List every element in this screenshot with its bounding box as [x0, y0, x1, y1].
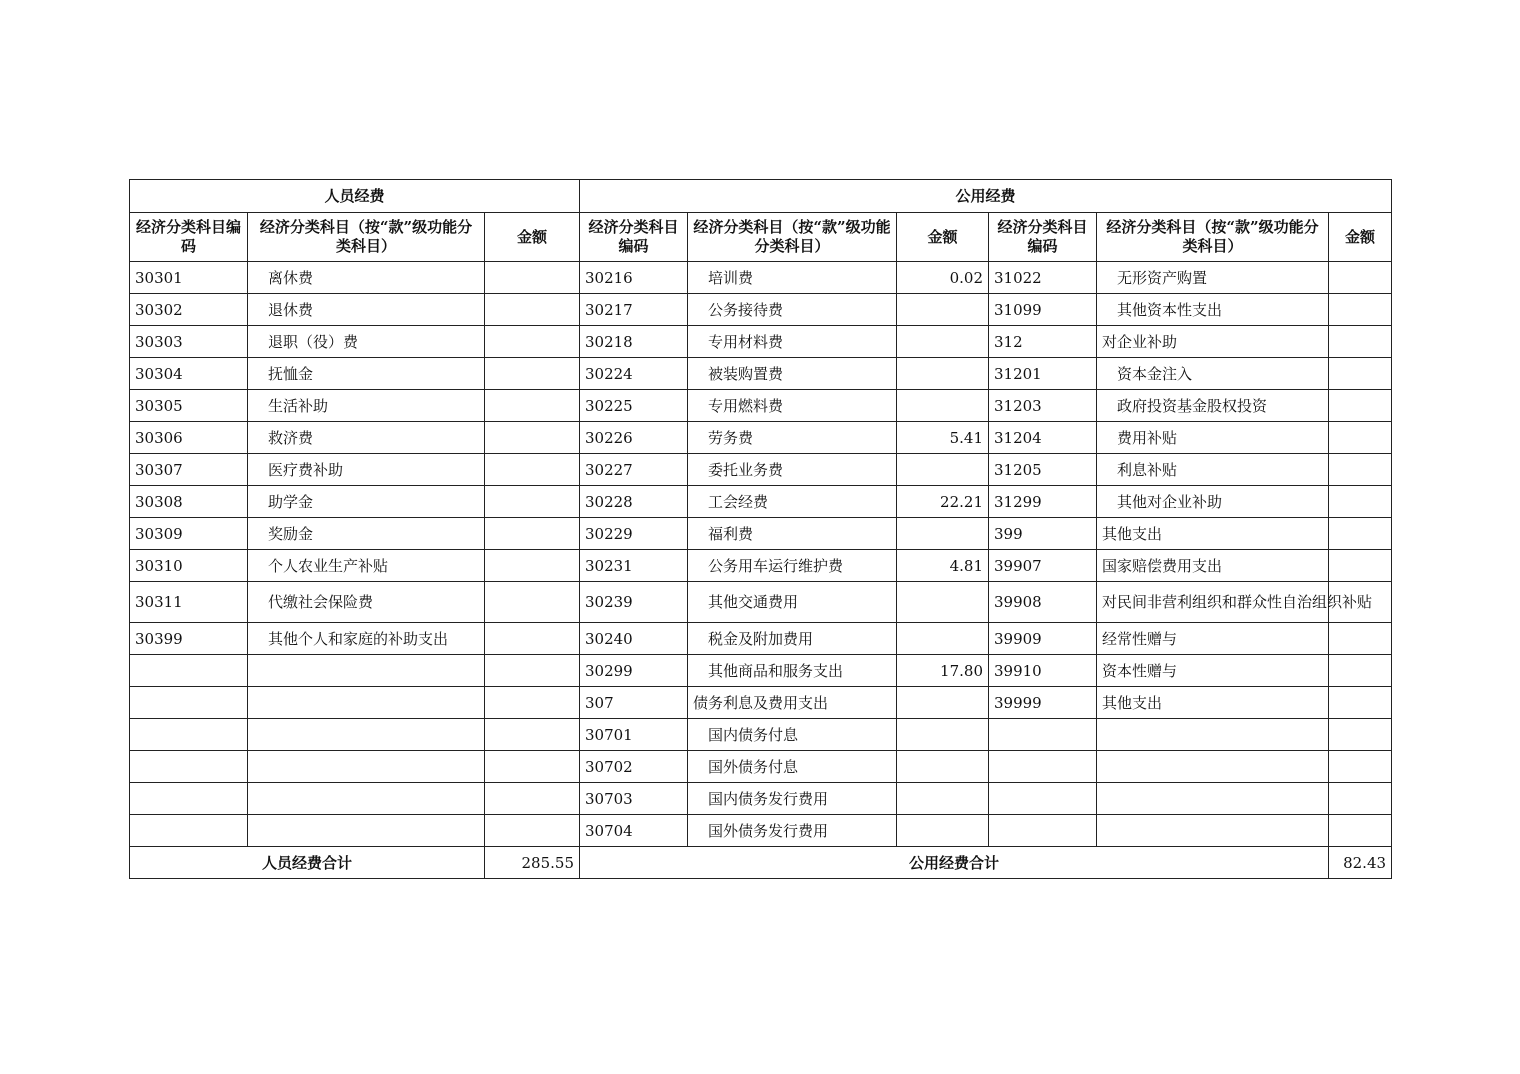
table-row: [130, 550, 1392, 582]
table-row: [130, 687, 1392, 719]
amount-cell-2: 0.02: [897, 262, 989, 294]
amount-cell-1: [485, 687, 580, 719]
name-text: 费用补贴: [1117, 428, 1178, 447]
amount-cell-2: [897, 454, 989, 486]
code-cell-2: 30299: [580, 655, 688, 687]
name-text: 税金及附加费用: [708, 629, 814, 648]
name-cell-3: [1097, 687, 1329, 719]
amount-cell-1: [485, 390, 580, 422]
personnel-total-label: 人员经费合计: [130, 847, 485, 879]
name-cell-2: [688, 422, 897, 454]
name-cell-2: [688, 783, 897, 815]
name-cell-3: [1097, 358, 1329, 390]
name-cell-1: [248, 815, 485, 847]
expenditure-table: [129, 179, 1392, 879]
code-cell-2: 30704: [580, 815, 688, 847]
name-cell-1: [248, 294, 485, 326]
name-cell-3: [1097, 550, 1329, 582]
amount-cell-1: [485, 422, 580, 454]
name-text: 国内债务付息: [708, 725, 799, 744]
amount-cell-1: [485, 294, 580, 326]
amount-cell-1: [485, 326, 580, 358]
code-header-3: 经济分类科目编码: [989, 213, 1097, 262]
name-cell-3: [1097, 815, 1329, 847]
name-cell-1: [248, 358, 485, 390]
personnel-group-header: 人员经费: [130, 180, 580, 213]
name-header-3: 经济分类科目（按“款”级功能分类科目）: [1097, 213, 1329, 262]
code-cell-1: 30306: [130, 422, 248, 454]
amount-header-1: 金额: [485, 213, 580, 262]
name-text: 资本金注入: [1117, 364, 1193, 383]
name-cell-3: [1097, 518, 1329, 550]
name-cell-2: [688, 655, 897, 687]
code-cell-2: 30224: [580, 358, 688, 390]
name-text: [1102, 790, 1117, 808]
amount-header-2: 金额: [897, 213, 989, 262]
amount-cell-1: [485, 486, 580, 518]
name-cell-2: [688, 262, 897, 294]
code-cell-3: 39999: [989, 687, 1097, 719]
name-cell-1: [248, 422, 485, 454]
name-text: 委托业务费: [708, 460, 784, 479]
name-cell-3: [1097, 262, 1329, 294]
table-row: [130, 783, 1392, 815]
name-cell-1: [248, 719, 485, 751]
amount-cell-3: [1329, 550, 1392, 582]
amount-cell-1: [485, 719, 580, 751]
name-cell-2: [688, 486, 897, 518]
amount-cell-2: [897, 518, 989, 550]
name-cell-2: [688, 390, 897, 422]
personnel-total-amount: 285.55: [485, 847, 580, 879]
code-cell-2: 30216: [580, 262, 688, 294]
name-cell-1: [248, 326, 485, 358]
name-text: 退休费: [268, 300, 314, 319]
name-cell-2: [688, 815, 897, 847]
code-cell-3: 399: [989, 518, 1097, 550]
table-row: [130, 358, 1392, 390]
name-cell-1: [248, 550, 485, 582]
amount-cell-1: [485, 262, 580, 294]
code-cell-1: [130, 719, 248, 751]
amount-cell-1: [485, 582, 580, 623]
code-cell-1: [130, 783, 248, 815]
name-cell-2: [688, 294, 897, 326]
amount-cell-3: [1329, 390, 1392, 422]
code-cell-2: 30703: [580, 783, 688, 815]
name-cell-1: [248, 687, 485, 719]
amount-cell-1: [485, 623, 580, 655]
name-text: 公务接待费: [708, 300, 784, 319]
table-row: [130, 582, 1392, 623]
amount-cell-1: [485, 655, 580, 687]
name-cell-2: [688, 687, 897, 719]
code-cell-3: 39908: [989, 582, 1097, 623]
name-cell-1: [248, 262, 485, 294]
amount-cell-1: [485, 454, 580, 486]
table-row: [130, 751, 1392, 783]
code-cell-2: 30228: [580, 486, 688, 518]
name-cell-3: [1097, 655, 1329, 687]
name-header-2: 经济分类科目（按“款”级功能分类科目）: [688, 213, 897, 262]
name-text: [1102, 822, 1117, 840]
name-text: 其他支出: [1102, 524, 1163, 543]
amount-cell-1: [485, 815, 580, 847]
name-text: 其他支出: [1102, 693, 1163, 712]
code-cell-1: 30308: [130, 486, 248, 518]
amount-cell-2: 5.41: [897, 422, 989, 454]
name-text: 国外债务付息: [708, 757, 799, 776]
code-cell-1: 30303: [130, 326, 248, 358]
table-row: [130, 655, 1392, 687]
amount-cell-2: [897, 582, 989, 623]
amount-cell-3: [1329, 783, 1392, 815]
code-cell-3: 31022: [989, 262, 1097, 294]
name-text: 救济费: [268, 428, 314, 447]
name-cell-2: [688, 582, 897, 623]
name-text: [253, 726, 268, 744]
table-row: [130, 422, 1392, 454]
name-cell-3: [1097, 751, 1329, 783]
amount-cell-1: [485, 783, 580, 815]
name-cell-1: [248, 655, 485, 687]
amount-cell-2: 17.80: [897, 655, 989, 687]
name-text: 其他对企业补助: [1117, 492, 1223, 511]
amount-cell-2: [897, 358, 989, 390]
code-cell-3: 31203: [989, 390, 1097, 422]
code-cell-1: 30304: [130, 358, 248, 390]
code-cell-1: [130, 687, 248, 719]
code-cell-1: [130, 815, 248, 847]
name-cell-3: [1097, 719, 1329, 751]
amount-cell-2: [897, 294, 989, 326]
code-cell-3: [989, 751, 1097, 783]
name-text: 国外债务发行费用: [708, 821, 829, 840]
table-row: [130, 294, 1392, 326]
amount-cell-3: [1329, 655, 1392, 687]
name-text: 个人农业生产补贴: [268, 556, 389, 575]
name-text: 国内债务发行费用: [708, 789, 829, 808]
name-text: 国家赔偿费用支出: [1102, 556, 1223, 575]
amount-cell-2: [897, 751, 989, 783]
amount-cell-1: [485, 550, 580, 582]
public-total-label: 公用经费合计: [580, 847, 1329, 879]
code-cell-1: 30310: [130, 550, 248, 582]
name-text: 债务利息及费用支出: [693, 693, 829, 712]
code-cell-3: 312: [989, 326, 1097, 358]
name-cell-1: [248, 582, 485, 623]
table-row: [130, 623, 1392, 655]
name-text: [253, 822, 268, 840]
name-cell-2: [688, 550, 897, 582]
name-text: 经常性赠与: [1102, 629, 1178, 648]
code-cell-2: 30702: [580, 751, 688, 783]
name-text: 医疗费补助: [268, 460, 344, 479]
name-cell-2: [688, 751, 897, 783]
name-text: 代缴社会保险费: [268, 593, 374, 611]
name-text: [253, 662, 268, 680]
code-cell-1: 30399: [130, 623, 248, 655]
name-text: 专用燃料费: [708, 396, 784, 415]
code-cell-2: 30239: [580, 582, 688, 623]
code-cell-1: 30301: [130, 262, 248, 294]
code-cell-3: [989, 815, 1097, 847]
code-cell-2: 307: [580, 687, 688, 719]
code-header-1: 经济分类科目编码: [130, 213, 248, 262]
name-cell-3: [1097, 294, 1329, 326]
table-row: [130, 815, 1392, 847]
name-text: 培训费: [708, 268, 754, 287]
amount-cell-3: [1329, 687, 1392, 719]
name-text: 离休费: [268, 268, 314, 287]
amount-cell-1: [485, 518, 580, 550]
code-cell-3: 31099: [989, 294, 1097, 326]
name-text: 其他商品和服务支出: [708, 661, 844, 680]
name-text: 专用材料费: [708, 332, 784, 351]
name-cell-3: [1097, 326, 1329, 358]
code-cell-2: 30229: [580, 518, 688, 550]
name-text: [1102, 758, 1117, 776]
name-cell-1: [248, 390, 485, 422]
total-row: [130, 847, 1392, 879]
code-cell-1: 30302: [130, 294, 248, 326]
name-cell-3: [1097, 422, 1329, 454]
amount-cell-3: [1329, 719, 1392, 751]
budget-page: [129, 179, 1392, 879]
name-cell-2: [688, 623, 897, 655]
name-text: 其他资本性支出: [1117, 300, 1223, 319]
code-cell-1: [130, 751, 248, 783]
amount-cell-2: [897, 815, 989, 847]
amount-cell-3: [1329, 454, 1392, 486]
name-text: 利息补贴: [1117, 460, 1178, 479]
column-header-row: [130, 213, 1392, 262]
code-cell-2: 30227: [580, 454, 688, 486]
group-header-row: [130, 180, 1392, 213]
table-row: [130, 262, 1392, 294]
code-cell-3: [989, 783, 1097, 815]
code-cell-3: 31204: [989, 422, 1097, 454]
code-cell-3: [989, 719, 1097, 751]
table-row: [130, 518, 1392, 550]
name-text: 无形资产购置: [1117, 268, 1208, 287]
table-row: [130, 719, 1392, 751]
name-text: 其他个人和家庭的补助支出: [268, 629, 449, 648]
table-row: [130, 454, 1392, 486]
code-cell-3: 39907: [989, 550, 1097, 582]
table-row: [130, 486, 1392, 518]
name-cell-3: [1097, 623, 1329, 655]
code-cell-1: 30311: [130, 582, 248, 623]
name-text: 政府投资基金股权投资: [1117, 396, 1268, 415]
amount-cell-1: [485, 358, 580, 390]
name-text: 工会经费: [708, 492, 769, 511]
amount-cell-3: [1329, 486, 1392, 518]
name-text: 生活补助: [268, 396, 329, 415]
code-cell-2: 30226: [580, 422, 688, 454]
name-text: 奖励金: [268, 524, 314, 543]
name-cell-3: [1097, 486, 1329, 518]
name-text: 退职（役）费: [268, 332, 359, 351]
code-cell-1: [130, 655, 248, 687]
code-cell-2: 30231: [580, 550, 688, 582]
code-cell-3: 31205: [989, 454, 1097, 486]
amount-cell-2: [897, 719, 989, 751]
amount-cell-2: [897, 623, 989, 655]
code-cell-3: 31299: [989, 486, 1097, 518]
amount-cell-3: [1329, 518, 1392, 550]
name-text: [1102, 726, 1117, 744]
code-cell-2: 30240: [580, 623, 688, 655]
amount-cell-3: [1329, 623, 1392, 655]
amount-cell-3: [1329, 815, 1392, 847]
name-cell-1: [248, 751, 485, 783]
code-cell-2: 30218: [580, 326, 688, 358]
code-cell-1: 30309: [130, 518, 248, 550]
table-row: [130, 390, 1392, 422]
name-text: [253, 790, 268, 808]
amount-cell-2: [897, 783, 989, 815]
amount-cell-3: [1329, 262, 1392, 294]
name-text: 对民间非营利组织和群众性自治组织补贴: [1102, 593, 1373, 611]
code-cell-1: 30307: [130, 454, 248, 486]
name-text: [253, 758, 268, 776]
amount-cell-2: [897, 390, 989, 422]
amount-cell-2: 22.21: [897, 486, 989, 518]
name-cell-1: [248, 454, 485, 486]
name-cell-1: [248, 518, 485, 550]
amount-cell-3: [1329, 358, 1392, 390]
name-text: 公务用车运行维护费: [708, 556, 844, 575]
name-text: 助学金: [268, 492, 314, 511]
amount-cell-3: [1329, 326, 1392, 358]
amount-cell-3: [1329, 294, 1392, 326]
name-cell-2: [688, 326, 897, 358]
name-text: 抚恤金: [268, 364, 314, 383]
name-cell-2: [688, 518, 897, 550]
name-cell-3: [1097, 582, 1373, 623]
name-header-1: 经济分类科目（按“款”级功能分类科目）: [248, 213, 485, 262]
public-total-amount: 82.43: [1329, 847, 1392, 879]
name-cell-3: [1097, 454, 1329, 486]
amount-cell-3: [1329, 751, 1392, 783]
code-cell-3: 39909: [989, 623, 1097, 655]
name-cell-2: [688, 454, 897, 486]
name-text: 劳务费: [708, 428, 754, 447]
code-cell-3: 31201: [989, 358, 1097, 390]
code-cell-2: 30701: [580, 719, 688, 751]
name-cell-2: [688, 358, 897, 390]
code-cell-2: 30225: [580, 390, 688, 422]
name-text: 对企业补助: [1102, 332, 1178, 351]
name-text: 资本性赠与: [1102, 661, 1178, 680]
name-cell-3: [1097, 390, 1329, 422]
table-body: [130, 262, 1392, 847]
amount-cell-3: [1329, 422, 1392, 454]
amount-cell-2: 4.81: [897, 550, 989, 582]
name-cell-1: [248, 783, 485, 815]
name-cell-2: [688, 719, 897, 751]
name-cell-3: [1097, 783, 1329, 815]
amount-cell-2: [897, 687, 989, 719]
code-header-2: 经济分类科目编码: [580, 213, 688, 262]
public-group-header: 公用经费: [580, 180, 1392, 213]
table-row: [130, 326, 1392, 358]
name-cell-1: [248, 486, 485, 518]
name-text: 其他交通费用: [708, 593, 799, 611]
name-text: [253, 694, 268, 712]
name-text: 被装购置费: [708, 364, 784, 383]
name-text: 福利费: [708, 524, 754, 543]
amount-header-3: 金额: [1329, 213, 1392, 262]
amount-cell-2: [897, 326, 989, 358]
code-cell-3: 39910: [989, 655, 1097, 687]
amount-cell-1: [485, 751, 580, 783]
code-cell-1: 30305: [130, 390, 248, 422]
name-cell-1: [248, 623, 485, 655]
code-cell-2: 30217: [580, 294, 688, 326]
